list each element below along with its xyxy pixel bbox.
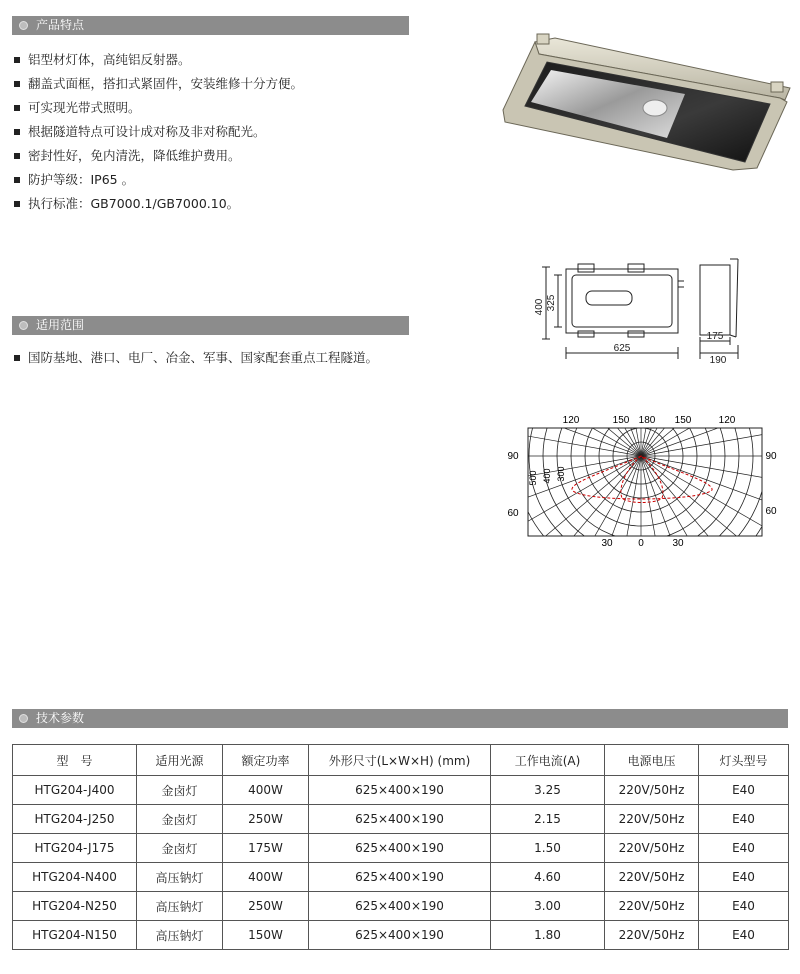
polar-bottom-label: 30: [672, 538, 684, 549]
table-cell: 2.15: [491, 805, 605, 834]
polar-top-label: 180: [638, 415, 656, 426]
spec-table: [12, 744, 789, 950]
polar-right-label: 90: [765, 451, 777, 462]
polar-top-label: 150: [674, 415, 692, 426]
lamp-product-image: [495, 30, 795, 175]
table-cell: 625×400×190: [309, 776, 491, 805]
polar-top-label: 150: [612, 415, 630, 426]
table-row: [13, 921, 789, 950]
table-header-row: [13, 745, 789, 776]
table-header: 外形尺寸(L×W×H) (mm): [309, 745, 491, 776]
table-cell: 高压钠灯: [137, 921, 223, 950]
table-cell: 220V/50Hz: [605, 776, 699, 805]
features-header: [12, 16, 409, 35]
table-header: 灯头型号: [699, 745, 789, 776]
features-title: 产品特点: [36, 18, 85, 32]
table-cell: 625×400×190: [309, 834, 491, 863]
table-cell: 220V/50Hz: [605, 892, 699, 921]
scope-list: [14, 346, 378, 370]
params-header: [12, 709, 788, 728]
polar-top-label: 120: [718, 415, 736, 426]
table-cell: 150W: [223, 921, 309, 950]
table-row: [13, 834, 789, 863]
scope-item: 国防基地、港口、电厂、冶金、军事、国家配套重点工程隧道。: [14, 346, 378, 370]
table-cell: 400W: [223, 863, 309, 892]
table-cell: E40: [699, 805, 789, 834]
table-cell: 3.25: [491, 776, 605, 805]
table-row: [13, 776, 789, 805]
polar-radial-label: 500: [528, 470, 538, 486]
table-row: [13, 805, 789, 834]
table-cell: 625×400×190: [309, 921, 491, 950]
table-cell: 400W: [223, 776, 309, 805]
feature-item: 可实现光带式照明。: [14, 96, 303, 120]
table-header: 额定功率: [223, 745, 309, 776]
table-header: 电源电压: [605, 745, 699, 776]
table-cell: HTG204-N400: [13, 863, 137, 892]
table-cell: HTG204-J175: [13, 834, 137, 863]
table-cell: 220V/50Hz: [605, 834, 699, 863]
table-cell: HTG204-J400: [13, 776, 137, 805]
dim-length: 625: [613, 343, 631, 354]
feature-item: 执行标准：GB7000.1/GB7000.10。: [14, 192, 303, 216]
table-cell: 金卤灯: [137, 805, 223, 834]
light-distribution-diagram: [500, 410, 790, 550]
feature-item: 密封性好，免内清洗，降低维护费用。: [14, 144, 303, 168]
polar-bottom-label: 30: [601, 538, 613, 549]
bullet-circle-icon: [19, 714, 28, 723]
dim-height-outer: 400: [534, 298, 545, 316]
table-cell: 220V/50Hz: [605, 921, 699, 950]
table-cell: E40: [699, 921, 789, 950]
feature-item: 根据隧道特点可设计成对称及非对称配光。: [14, 120, 303, 144]
polar-top-label: 120: [562, 415, 580, 426]
scope-header: [12, 316, 409, 335]
table-cell: 625×400×190: [309, 805, 491, 834]
table-cell: 250W: [223, 805, 309, 834]
table-cell: 高压钠灯: [137, 892, 223, 921]
dimension-drawing: [528, 255, 753, 365]
table-cell: 220V/50Hz: [605, 863, 699, 892]
params-title: 技术参数: [36, 711, 85, 725]
bullet-circle-icon: [19, 21, 28, 30]
polar-left-label: 90: [507, 451, 519, 462]
table-row: [13, 892, 789, 921]
table-cell: 高压钠灯: [137, 863, 223, 892]
table-header: 工作电流(A): [491, 745, 605, 776]
table-cell: E40: [699, 863, 789, 892]
table-cell: E40: [699, 776, 789, 805]
table-cell: HTG204-N150: [13, 921, 137, 950]
feature-item: 防护等级：IP65 。: [14, 168, 303, 192]
features-list: [14, 48, 303, 216]
dim-depth-inner: 175: [706, 331, 724, 342]
table-cell: 175W: [223, 834, 309, 863]
dim-depth-outer: 190: [709, 355, 727, 365]
table-cell: 625×400×190: [309, 892, 491, 921]
feature-item: 铝型材灯体，高纯铝反射器。: [14, 48, 303, 72]
table-cell: E40: [699, 834, 789, 863]
table-row: [13, 863, 789, 892]
table-cell: 1.50: [491, 834, 605, 863]
dim-height-inner: 325: [546, 294, 557, 312]
feature-item: 翻盖式面框，搭扣式紧固件，安装维修十分方便。: [14, 72, 303, 96]
table-cell: 金卤灯: [137, 776, 223, 805]
bullet-circle-icon: [19, 321, 28, 330]
polar-left-label: 60: [507, 508, 519, 519]
table-cell: 625×400×190: [309, 863, 491, 892]
polar-radial-label: 300: [556, 466, 566, 482]
table-cell: 1.80: [491, 921, 605, 950]
table-cell: HTG204-J250: [13, 805, 137, 834]
table-header: 型 号: [13, 745, 137, 776]
table-header: 适用光源: [137, 745, 223, 776]
table-cell: HTG204-N250: [13, 892, 137, 921]
polar-right-label: 60: [765, 506, 777, 517]
polar-radial-label: 400: [542, 468, 552, 484]
scope-title: 适用范围: [36, 318, 85, 332]
table-cell: E40: [699, 892, 789, 921]
table-cell: 4.60: [491, 863, 605, 892]
table-cell: 3.00: [491, 892, 605, 921]
table-cell: 250W: [223, 892, 309, 921]
table-cell: 金卤灯: [137, 834, 223, 863]
table-cell: 220V/50Hz: [605, 805, 699, 834]
polar-bottom-label: 0: [638, 538, 644, 549]
